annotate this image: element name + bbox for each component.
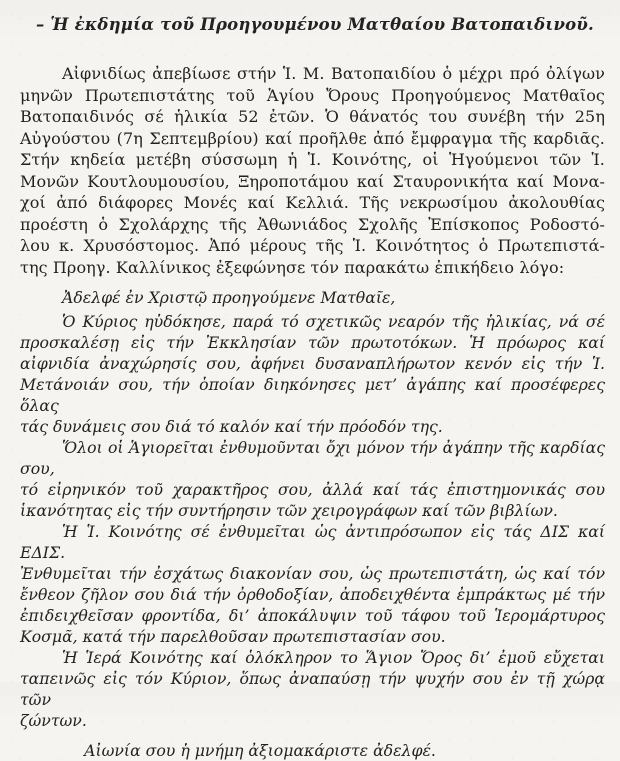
text-line: της Προηγ. Καλλίνικος ἐξεφώνησε τόν παρακάτω ἐπικήδειο λόγο:	[20, 257, 565, 277]
eulogy-section	[20, 287, 605, 761]
text-line: Κοσμᾶ, κατά τήν παρελθοῦσαν πρωτεπιστασίαν σου.	[20, 627, 446, 646]
text-line: Αἰφνιδίως ἀπεβίωσε στήν Ἱ. Μ. Βατοπαιδίου ὁ μέχρι πρό ὀλίγων	[62, 64, 605, 83]
eulogy-paragraph	[20, 311, 605, 437]
text-line: Ἡ Ἱερά Κοινότης καί ὁλόκληρον το Ἅγιον Ὄρος δι’ ἐμοῦ εὔχεται	[62, 648, 605, 667]
text-line: λου κ. Χρυσόστομος. Ἀπό μέρους τῆς Ἱ. Κοινότητος ὁ Πρωτεπιστά-	[20, 236, 605, 255]
eulogy-closing-line: Αἰωνία σου ἡ μνήμη ἀξιομακάριστε ἀδελφέ.	[84, 741, 436, 760]
text-line: Βατοπαιδινός σέ ἡλικία 52 ἐτῶν. Ὁ θάνατός του συνέβη τήν 25η	[20, 107, 605, 126]
text-line: Μετάνοιάν σου, τήν ὁποίαν διηκόνησες μετ’ ἀγάπης καί προσέφερες ὅλας	[20, 375, 605, 415]
text-line: χοί ἀπό διάφορες Μονές καί Κελλιά. Τῆς νεκρωσίμου ἀκολουθίας	[20, 193, 605, 212]
text-line: Μονῶν Κουτλουμουσίου, Ξηροποτάμου καί Σταυρονικήτα καί Μονα-	[20, 171, 605, 191]
eulogy-paragraph	[20, 521, 605, 647]
text-line: προσκαλέσῃ εἰς τήν Ἐκκλησίαν τῶν πρωτοτόκων. Ἡ πρόωρος καί	[20, 333, 605, 352]
text-line: Ὁ Κύριος ηὐδόκησε, παρά τό σχετικῶς νεαρόν τῆς ἡλικίας, νά σέ	[62, 312, 605, 331]
article-title: – Ἡ ἐκδημία τοῦ Προηγουμένου Ματθαίου Βατοπαιδινοῦ.	[36, 15, 594, 34]
text-line: Ἡ Ἱ. Κοινότης σέ ἐνθυμεῖται ὡς ἀντιπρόσωπον εἰς τάς ΔΙΣ καί ΕΔΙΣ.	[20, 522, 605, 562]
text-line: Στήν κηδεία μετέβη σύσσωμη ἡ Ἱ. Κοινότης, οἱ Ἡγούμενοι τῶν Ἱ.	[20, 150, 605, 169]
eulogy-salutation: Ἀδελφέ ἐν Χριστῷ προηγούμενε Ματθαῖε,	[62, 288, 396, 307]
eulogy-paragraph	[20, 647, 605, 731]
text-line: ἔνθεον ζῆλον σου διά τήν ὀρθοδοξίαν, ἀποδειχθέντα ἐμπράκτως μέ τήν	[20, 585, 605, 604]
text-line: μηνῶν Πρωτεπιστάτης τοῦ Ἁγίου Ὄρους Προηγούμενος Ματθαῖος	[20, 85, 605, 105]
text-line: ἱκανότητας εἰς τήν συντήρησιν τῶν χειρογράφων καί τῶν βιβλίων.	[20, 501, 558, 520]
text-line: ζώντων.	[20, 711, 87, 730]
text-line: Ἐνθυμεῖται τήν ἐσχάτως διακονίαν σου, ὡς πρωτεπιστάτη, ὡς καί τόν	[20, 564, 605, 583]
text-line: Ὅλοι οἱ Ἁγιορεῖται ἐνθυμοῦνται ὄχι μόνον τήν ἀγάπην τῆς καρδίας σου,	[20, 438, 605, 478]
intro-paragraph	[20, 63, 605, 278]
text-line: αἰφνιδία ἀναχώρησίς σου, ἀφήνει δυσαναπλήρωτον κενόν εἰς τήν Ἱ.	[20, 354, 605, 373]
text-line: προέστη ὁ Σχολάρχης τῆς Ἀθωνιάδος Σχολῆς Ἐπίσκοπος Ροδοστό-	[20, 214, 605, 234]
document-page	[20, 14, 605, 761]
text-line: τό εἰρηνικόν τοῦ χαρακτῆρος σου, ἀλλά καί τάς ἐπιστημονικάς σου	[20, 480, 605, 499]
text-line: τάς δυνάμεις σου διά τό καλόν καί τήν πρόοδόν της.	[20, 417, 443, 436]
text-line: ταπεινῶς εἰς τόν Κύριον, ὅπως ἀναπαύσῃ τήν ψυχήν σου ἐν τῇ χώρᾳ τῶν	[20, 669, 605, 709]
text-line: ἐπιδειχθεῖσαν φροντίδα, δι’ ἀποκάλυψιν τοῦ τάφου τοῦ Ἱερομάρτυρος	[20, 606, 605, 625]
eulogy-paragraph	[20, 437, 605, 521]
text-line: Αὐγούστου (7η Σεπτεμβρίου) καί προῆλθε ἀπό ἔμφραγμα τῆς καρδιᾶς.	[20, 128, 605, 148]
